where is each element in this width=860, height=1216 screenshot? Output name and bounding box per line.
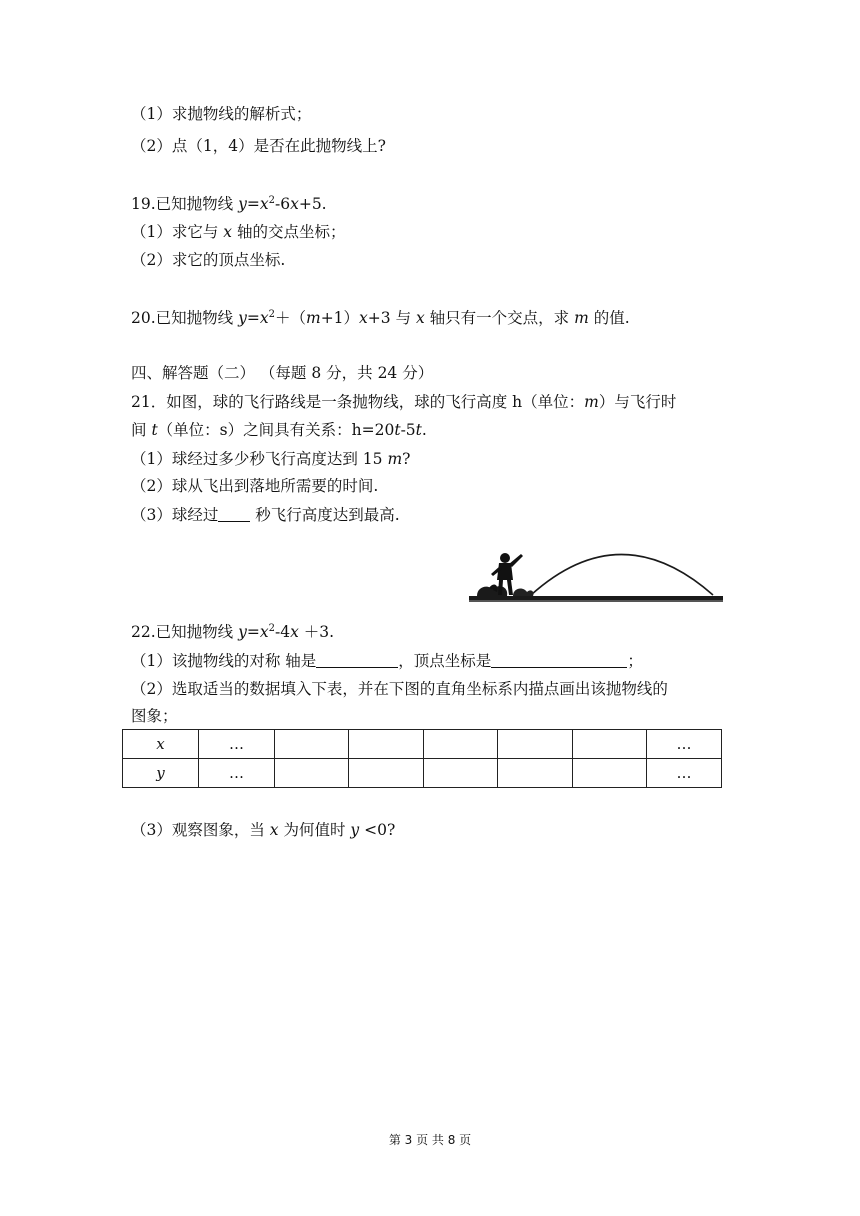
answer-blank[interactable] [218, 505, 250, 522]
page-footer: 第 3 页 共 8 页 [388, 1133, 472, 1147]
ball-flight-figure [469, 548, 725, 610]
q21-stem-line1: 21．如图，球的飞行路线是一条抛物线，球的飞行高度 h（单位：m）与飞行时 [131, 393, 677, 411]
table-cell[interactable] [423, 730, 497, 759]
table-cell[interactable] [572, 759, 646, 788]
q22-part2-line2: 图象； [131, 707, 178, 725]
table-cell: … [647, 759, 722, 788]
value-table [122, 729, 722, 788]
table-cell[interactable] [349, 730, 423, 759]
table-cell: … [199, 759, 275, 788]
table-row-x [123, 730, 722, 759]
bush-right [513, 589, 534, 596]
vertex-blank[interactable] [491, 651, 627, 668]
q18-part1: （1）求抛物线的解析式； [131, 105, 312, 123]
q21-part3: （3）球经过 秒飞行高度达到最高. [131, 506, 400, 524]
table-cell[interactable] [572, 730, 646, 759]
table-cell[interactable] [423, 759, 497, 788]
q19-part1: （1）求它与 x 轴的交点坐标； [131, 223, 346, 241]
table-cell: … [647, 730, 722, 759]
table-cell[interactable] [349, 759, 423, 788]
q21-stem-line2: 间 t（单位：s）之间具有关系：h=20t-5t. [131, 421, 427, 439]
table-cell: … [199, 730, 275, 759]
table-header-y: y [123, 759, 199, 788]
q18-part2: （2）点（1，4）是否在此抛物线上? [131, 137, 386, 155]
golfer-figure [489, 553, 523, 595]
q20-stem: 20.已知抛物线 $y=x^2+(m+1)x+3$ 与 x 轴只有一个交点，求 m 的值. [131, 309, 630, 327]
q22-part3: （3）观察图象，当 x 为何值时 y <0? [131, 821, 396, 839]
table-header-x: x [123, 730, 199, 759]
axis-blank[interactable] [316, 651, 398, 668]
q22-part1: （1）该抛物线的对称 轴是 ，顶点坐标是 ； [131, 652, 643, 670]
table-cell[interactable] [498, 759, 572, 788]
q19-part2: （2）求它的顶点坐标. [131, 251, 286, 269]
ball-flight-illustration [469, 548, 725, 606]
q22-part2-line1: （2）选取适当的数据填入下表，并在下图的直角坐标系内描点画出该抛物线的 [131, 680, 668, 698]
table-cell[interactable] [275, 730, 349, 759]
q22-stem: 22.已知抛物线 $y=x^2-4x +3$. [131, 623, 335, 641]
trajectory-arc [531, 555, 713, 596]
table-cell[interactable] [275, 759, 349, 788]
table-cell[interactable] [498, 730, 572, 759]
q19-stem: 19.已知抛物线 $y=x^2-6x+5$. [131, 195, 327, 213]
section-heading: 四、解答题（二） （每题 8 分，共 24 分） [131, 364, 434, 382]
q21-part2: （2）球从飞出到落地所需要的时间. [131, 477, 379, 495]
q21-part1: （1）球经过多少秒飞行高度达到 15 m? [131, 450, 411, 468]
table-row-y [123, 759, 722, 788]
